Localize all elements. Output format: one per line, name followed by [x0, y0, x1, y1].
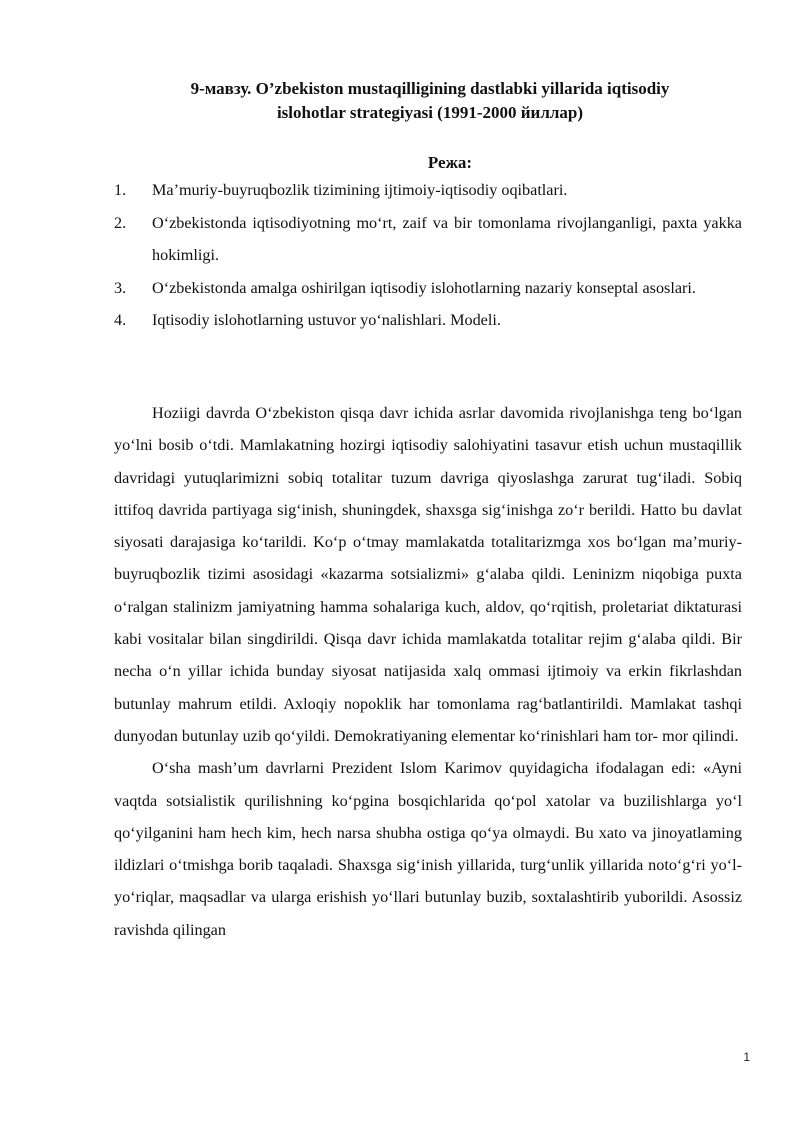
plan-item — [114, 272, 742, 305]
plan-item-text: O‘zbekistonda iqtisodiyotning mo‘rt, zaif va bir tomonlama rivojlanganligi, paxta yakka hokimligi. — [152, 213, 742, 264]
page-number: 1 — [743, 1050, 750, 1064]
plan-item — [114, 207, 742, 272]
plan-item — [114, 174, 742, 207]
document-title-line-2: islohotlar strategiyasi (1991-2000 йиллар) — [276, 103, 584, 122]
body-text — [114, 397, 742, 946]
body-paragraph: O‘sha mash’um davrlarni Prezident Islom Karimov quyidagicha ifodalagan edi: «Ayni vaqtda sotsialistik qurilishning ko‘pgina bosqichlarida qo‘pol xatolar va buzilishlarga yo‘l qo‘yilganini ham hech kim, hech narsa shubha ostiga qo‘ya olmaydi. Bu xato va jinoyatlaming ildizlari o‘tmishga borib taqaladi. Shaxsga sig‘inish yillarida, turg‘unlik yillarida noto‘g‘ri yo‘l- yo‘riqlar, maqsadlar va ularga erishish yo‘llari butunlay buzib, soxtalashtirib yuborildi. Asossiz ravishda qilingan — [114, 759, 742, 939]
plan-item-text: Iqtisodiy islohotlarning ustuvor yo‘nalishlari. Modeli. — [152, 311, 501, 329]
plan-item-number: 3. — [114, 278, 127, 297]
plan-list — [114, 174, 742, 337]
plan-item-number: 4. — [114, 311, 127, 329]
plan-item-number: 2. — [114, 213, 127, 232]
plan-heading: Режа: — [427, 153, 473, 172]
plan-item-text: O‘zbekistonda amalga oshirilgan iqtisodiy islohotlarning nazariy konseptal asoslari. — [152, 278, 696, 297]
plan-item-number: 1. — [114, 181, 127, 199]
body-paragraph: Hoziigi davrda O‘zbekiston qisqa davr ichida asrlar davomida rivojlanishga teng bo‘lgan yo‘lni bosib o‘tdi. Mamlakatning hozirgi iqtisodiy salohiyatini tasavur etish uchun mustaqillik davridagi yutuqlarimizni sobiq totalitar tuzum davriga qiyoslashga zarurat tug‘iladi. Sobiq ittifoq davrida partiyaga sig‘inish, shuningdek, shaxsga sig‘inishga zo‘r berildi. Hatto bu davlat siyosati darajasiga ko‘tarildi. Ko‘p o‘tmay mamlakatda totalitarizmga xos bo‘lgan ma’muriy-buyruqbozlik tizimi asosidagi «kazarma sotsializmi» g‘alaba qildi. Leninizm niqobiga puxta o‘ralgan stalinizm jamiyatning hamma sohalariga kuch, aldov, qo‘rqitish, proletariat diktaturasi kabi vositalar bilan singdirildi. Qisqa davr ichida mamlakatda totalitar rejim g‘alaba qildi. Bir necha o‘n yillar ichida bunday siyosat natijasida xalq ommasi ijtimoiy va erkin fikrlashdan butunlay mahrum etildi. Axloqiy nopoklik har tomonlama rag‘batlantirildi. Mamlakat tashqi dunyodan butunlay uzib qo‘yildi. Demokratiyaning elementar ko‘rinishlari ham tor- mor qilindi. — [114, 404, 742, 745]
plan-item-text: Ma’muriy-buyruqbozlik tizimining ijtimoiy-iqtisodiy oqibatlari. — [152, 181, 568, 199]
plan-item — [114, 304, 742, 337]
document-title-line-1: 9-мавзу. O’zbekiston mustaqilligining dastlabki yillarida iqtisodiy — [190, 79, 670, 98]
